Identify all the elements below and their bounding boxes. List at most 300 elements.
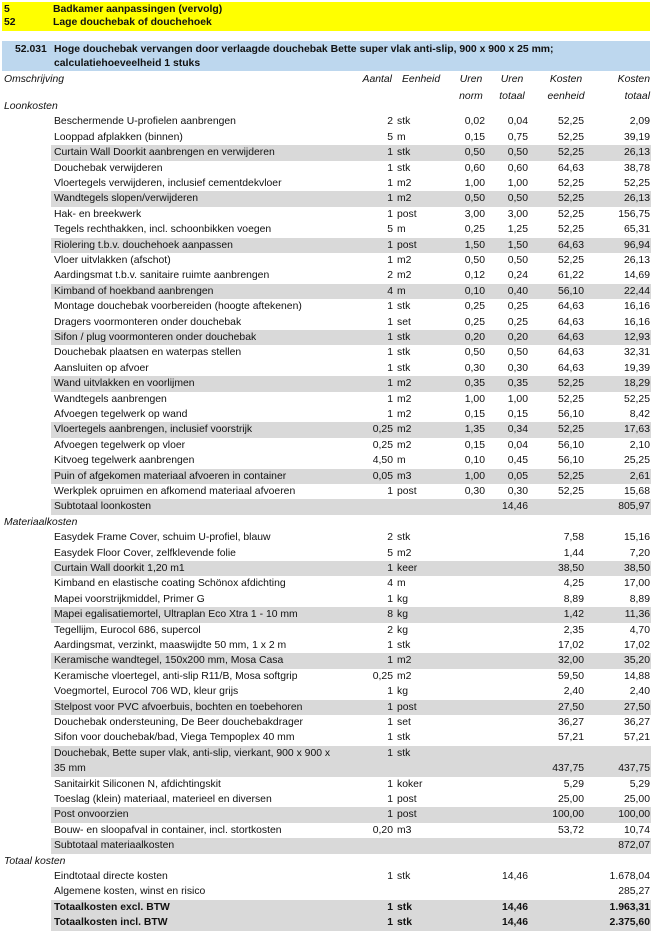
unit: stk (397, 332, 411, 343)
quantity: 1 (387, 409, 393, 420)
unit: stk (397, 640, 411, 651)
unit: post (397, 809, 417, 821)
table-row (51, 315, 651, 330)
total-cost: 4,70 (629, 624, 650, 636)
subtotal-row-loonkosten (51, 499, 651, 514)
hours-total: 14,46 (501, 901, 528, 913)
total-cost: 8,42 (629, 409, 650, 420)
unit: m2 (397, 439, 412, 451)
unit-cost: 56,10 (557, 285, 584, 297)
quantity: 1 (387, 794, 393, 805)
item-title-line2: calculatiehoeveelheid 1 stuks (54, 58, 201, 69)
quantity: 1 (387, 301, 393, 313)
unit: m (397, 285, 406, 297)
hours-norm: 1,50 (464, 239, 485, 251)
hours-total: 0,30 (507, 486, 528, 497)
unit: m2 (397, 378, 412, 390)
unit: kg (397, 624, 408, 636)
description: Aardingsmat, verzinkt, maaswijdte 50 mm, 1 x 2 m (54, 640, 287, 651)
description: Dragers voormonteren onder douchebak (54, 316, 242, 328)
table-row (51, 653, 651, 668)
description: Kimband of hoekband aanbrengen (54, 285, 214, 297)
hours-total: 0,40 (507, 285, 528, 297)
description: Kimband en elastische coating Schönox afdichting (54, 578, 286, 590)
description: Curtain Wall doorkit 1,20 m1 (54, 563, 185, 574)
hours-total: 0,45 (507, 455, 528, 467)
unit-cost: 53,72 (557, 824, 584, 836)
description: Kitvoeg tegelwerk aanbrengen (54, 455, 195, 467)
total-cost: 16,16 (623, 316, 650, 328)
unit-cost: 1,44 (563, 547, 584, 559)
unit: m3 (397, 470, 412, 482)
unit: stk (397, 116, 411, 128)
unit-cost: 32,00 (557, 655, 584, 667)
total-cost: 1.963,31 (609, 901, 650, 913)
hours-total: 0,50 (507, 255, 528, 266)
hours-total: 1,00 (507, 393, 528, 405)
table-row (51, 746, 651, 777)
table-row (51, 361, 651, 376)
unit: set (397, 717, 411, 728)
unit: m (397, 578, 406, 590)
hours-total: 0,05 (507, 470, 528, 482)
quantity: 4 (387, 285, 393, 297)
table-row (51, 684, 651, 699)
table-row (51, 176, 651, 191)
quantity: 1 (387, 162, 393, 174)
unit-cost: 52,25 (557, 224, 584, 236)
quantity: 1 (387, 486, 393, 497)
unit-cost: 5,29 (563, 778, 584, 790)
quantity: 4,50 (372, 455, 393, 467)
hours-norm: 1,00 (464, 178, 485, 189)
total-cost: 2,40 (629, 686, 650, 698)
unit-cost: 38,50 (557, 563, 584, 574)
unit: stk (397, 871, 411, 882)
col-kosten-eenheid-line2: eenheid (547, 91, 585, 102)
col-kosten-totaal (606, 72, 650, 104)
hours-total: 1,00 (507, 178, 528, 189)
unit-cost: 52,25 (557, 147, 584, 159)
quantity: 1 (387, 686, 393, 698)
total-cost: 25,00 (623, 794, 650, 805)
hours-norm: 0,30 (464, 486, 485, 497)
hours-total: 3,00 (507, 208, 528, 220)
description: Totaalkosten excl. BTW (54, 901, 170, 913)
description: Aardingsmat t.b.v. sanitaire ruimte aanbrengen (54, 270, 270, 282)
col-uren-norm-line2: norm (459, 91, 483, 102)
hours-total: 14,46 (501, 871, 528, 882)
total-cost: 52,25 (623, 393, 650, 405)
total-cost: 2,61 (629, 470, 650, 482)
total-cost: 27,50 (623, 701, 650, 713)
unit-cost: 56,10 (557, 409, 584, 420)
hours-total: 0,50 (507, 347, 528, 359)
unit: m2 (397, 409, 412, 420)
total-cost: 26,13 (623, 255, 650, 266)
total-cost: 32,31 (623, 347, 650, 359)
quantity: 1 (387, 593, 393, 605)
description: Vloertegels verwijderen, inclusief cementdekvloer (54, 178, 282, 189)
total-cost: 17,00 (623, 578, 650, 590)
table-row (51, 161, 651, 176)
hours-norm: 0,25 (464, 301, 485, 313)
hours-norm: 0,50 (464, 193, 485, 205)
hours-norm: 0,25 (464, 224, 485, 236)
total-cost: 15,68 (623, 486, 650, 497)
unit-cost: 64,63 (557, 162, 584, 174)
total-cost: 872,07 (618, 840, 650, 852)
total-cost: 11,36 (624, 609, 650, 621)
col-uren-norm (456, 72, 486, 104)
hours-norm: 0,12 (464, 270, 485, 282)
total-cost: 19,39 (623, 362, 650, 374)
hours-norm: 3,00 (464, 208, 485, 220)
unit-cost: 52,25 (557, 470, 584, 482)
quantity: 1 (387, 778, 393, 790)
quantity: 2 (387, 532, 393, 544)
unit: stk (397, 301, 411, 313)
col-omschrijving: Omschrijving (4, 74, 65, 85)
subchapter-number: 52 (4, 17, 16, 28)
total-cost: 35,20 (623, 655, 650, 667)
section-loonkosten: Loonkosten (4, 101, 58, 112)
unit-cost: 61,22 (557, 270, 584, 282)
unit: m2 (397, 424, 412, 436)
quantity: 1 (387, 563, 393, 574)
description: Stelpost voor PVC afvoerbuis, bochten en toebehoren (54, 701, 303, 713)
unit: keer (397, 563, 418, 574)
description: Toeslag (klein) materiaal, materieel en diversen (54, 794, 272, 805)
table-row (51, 530, 651, 545)
total-cost: 17,02 (623, 640, 650, 651)
total-cost: 52,25 (623, 178, 650, 189)
table-row (51, 130, 651, 145)
quantity: 8 (387, 609, 393, 621)
description: Keramische vloertegel, anti-slip R11/B, Mosa softgrip (54, 670, 298, 682)
hours-total: 0,34 (507, 424, 528, 436)
hours-norm: 0,10 (464, 455, 485, 467)
total-cost: 65,31 (623, 224, 650, 236)
quantity: 1 (387, 147, 393, 159)
hours-total: 0,20 (507, 332, 528, 343)
unit: stk (397, 901, 413, 913)
hours-total: 0,04 (507, 439, 528, 451)
quantity: 1 (387, 393, 393, 405)
quantity: 1 (387, 747, 393, 759)
table-row (51, 807, 651, 822)
description: Algemene kosten, winst en risico (54, 886, 206, 898)
quantity: 2 (387, 116, 393, 128)
hours-total: 14,46 (501, 917, 528, 929)
unit-cost: 25,00 (557, 794, 584, 805)
unit-cost: 1,42 (563, 609, 584, 621)
hours-total: 1,50 (507, 239, 528, 251)
table-row (51, 407, 651, 422)
total-row (51, 884, 651, 899)
table-row (51, 114, 651, 129)
hours-total: 0,04 (507, 116, 528, 128)
hours-norm: 1,00 (464, 393, 485, 405)
unit: post (397, 208, 417, 220)
quantity: 2 (387, 270, 393, 282)
description: Bouw- en sloopafval in container, incl. stortkosten (54, 824, 282, 836)
col-kosten-totaal-line2: totaal (624, 91, 650, 102)
total-cost: 805,97 (618, 501, 650, 513)
quantity: 1 (387, 640, 393, 651)
chapter-number: 5 (4, 4, 10, 15)
unit-cost: 56,10 (557, 439, 584, 451)
hours-norm: 0,20 (464, 332, 485, 343)
unit-cost: 59,50 (557, 670, 584, 682)
table-row (51, 453, 651, 468)
total-cost: 14,69 (623, 270, 650, 282)
quantity: 1 (387, 701, 393, 713)
quantity: 1 (387, 871, 393, 882)
total-cost: 57,21 (623, 732, 650, 744)
description: Mapei egalisatiemortel, Ultraplan Eco Xtra 1 - 10 mm (54, 609, 298, 621)
unit-cost: 52,25 (557, 393, 584, 405)
hours-norm: 0,60 (464, 162, 485, 174)
quantity: 4 (387, 578, 393, 590)
quantity: 1 (387, 655, 393, 667)
description: Mapei voorstrijkmiddel, Primer G (54, 593, 205, 605)
table-row (51, 268, 651, 283)
unit-cost: 52,25 (557, 193, 584, 205)
description: Puin of afgekomen materiaal afvoeren in container (54, 470, 287, 482)
unit: stk (397, 732, 411, 744)
unit: kg (397, 609, 408, 621)
unit: stk (397, 747, 411, 759)
total-cost: 12,93 (623, 332, 650, 343)
description: Vloertegels aanbrengen, inclusief voorstrijk (54, 424, 253, 436)
description: Easydek Frame Cover, schuim U-profiel, blauw (54, 532, 271, 544)
total-cost: 38,78 (623, 162, 650, 174)
description: Afvoegen tegelwerk op vloer (54, 439, 186, 451)
unit: m2 (397, 270, 412, 282)
unit-cost: 52,25 (557, 131, 584, 143)
total-cost: 36,27 (623, 717, 650, 728)
description: Easydek Floor Cover, zelfklevende folie (54, 547, 236, 559)
quantity: 5 (387, 547, 393, 559)
table-row (51, 484, 651, 499)
quantity: 1 (387, 717, 393, 728)
description: Wandtegels aanbrengen (54, 393, 167, 405)
unit: m2 (397, 393, 412, 405)
description: Voegmortel, Eurocol 706 WD, kleur grijs (54, 686, 239, 698)
total-cost: 26,13 (623, 147, 650, 159)
quantity: 0,05 (372, 470, 393, 482)
total-cost: 26,13 (623, 193, 650, 205)
quantity: 1 (387, 378, 393, 390)
unit: set (397, 316, 411, 328)
total-cost: 437,75 (618, 763, 650, 775)
quantity: 1 (387, 809, 393, 821)
hours-norm: 0,30 (464, 362, 485, 374)
description: Wand uitvlakken en voorlijmen (54, 378, 195, 390)
unit-cost: 8,89 (563, 593, 584, 605)
total-cost: 156,75 (618, 208, 650, 220)
unit: post (397, 239, 417, 251)
description: Keramische wandtegel, 150x200 mm, Mosa Casa (54, 655, 284, 667)
table-row (51, 207, 651, 222)
unit-cost: 2,40 (563, 686, 584, 698)
quantity: 5 (387, 224, 393, 236)
description: Tegels rechthakken, incl. schoonbikken voegen (54, 224, 272, 236)
table-row (51, 669, 651, 684)
unit-cost: 2,35 (563, 624, 584, 636)
hours-total: 0,25 (507, 316, 528, 328)
hours-norm: 0,35 (464, 378, 485, 390)
unit-cost: 52,25 (557, 255, 584, 266)
table-row (51, 392, 651, 407)
quantity: 1 (387, 239, 393, 251)
hours-total: 0,50 (507, 193, 528, 205)
description: Curtain Wall Doorkit aanbrengen en verwijderen (54, 147, 275, 159)
hours-norm: 1,00 (464, 470, 485, 482)
total-cost: 15,16 (623, 532, 650, 544)
unit: kg (397, 593, 408, 605)
total-cost: 18,29 (623, 378, 650, 390)
section-materiaalkosten: Materiaalkosten (4, 516, 78, 528)
total-cost: 14,88 (623, 670, 650, 682)
description: Douchebak verwijderen (54, 162, 163, 174)
unit-cost: 17,02 (557, 640, 584, 651)
table-row (51, 469, 651, 484)
hours-total: 14,46 (501, 501, 528, 513)
hours-norm: 1,35 (464, 424, 485, 436)
unit-cost: 64,63 (557, 362, 584, 374)
description: Totaalkosten incl. BTW (54, 917, 168, 929)
unit: stk (397, 917, 413, 929)
quantity: 0,25 (372, 670, 393, 682)
total-cost: 25,25 (623, 455, 650, 467)
total-cost: 96,94 (623, 239, 650, 251)
unit-cost: 36,27 (557, 717, 584, 728)
description: Post onvoorzien (54, 809, 129, 821)
table-row (51, 376, 651, 391)
description: Douchebak ondersteuning, De Beer douchebakdrager (54, 717, 303, 728)
table-row (51, 299, 651, 314)
table-row (51, 330, 651, 345)
description: Tegellijm, Eurocol 686, supercol (54, 624, 201, 636)
hours-total: 0,30 (507, 362, 528, 374)
description: Beschermende U-profielen aanbrengen (54, 116, 236, 128)
unit-cost: 52,25 (557, 486, 584, 497)
unit: m2 (397, 655, 412, 667)
quantity: 5 (387, 131, 393, 143)
hours-norm: 0,15 (464, 131, 485, 143)
description: Sanitairkit Siliconen N, afdichtingskit (54, 778, 221, 790)
table-row (51, 238, 651, 253)
hours-total: 0,15 (507, 409, 528, 420)
unit-cost: 56,10 (557, 455, 584, 467)
description: Riolering t.b.v. douchehoek aanpassen (54, 239, 233, 251)
total-cost: 38,50 (623, 563, 650, 574)
quantity: 1 (387, 732, 393, 744)
hours-norm: 0,15 (464, 439, 485, 451)
unit-cost: 52,25 (557, 424, 584, 436)
total-cost: 2,10 (629, 439, 650, 451)
description: Montage douchebak voorbereiden (hoogte aftekenen) (54, 301, 302, 313)
description: Hak- en breekwerk (54, 208, 142, 220)
item-title (54, 43, 644, 71)
subchapter-title: Lage douchebak of douchehoek (53, 17, 212, 28)
table-row (51, 730, 651, 745)
hours-total: 0,60 (507, 162, 528, 174)
col-uren-totaal (494, 72, 530, 104)
col-uren-norm-line1: Uren (459, 74, 483, 85)
unit: stk (397, 162, 411, 174)
total-cost: 17,63 (623, 424, 650, 436)
unit-cost: 64,63 (557, 347, 584, 359)
table-row (51, 715, 651, 730)
unit-cost: 57,21 (557, 732, 584, 744)
quantity: 1 (387, 347, 393, 359)
table-row (51, 222, 651, 237)
table-row (51, 422, 651, 437)
unit: koker (397, 778, 423, 790)
table-row (51, 145, 651, 160)
unit: m (397, 224, 406, 236)
table-row (51, 345, 651, 360)
total-cost: 2.375,60 (609, 917, 650, 929)
unit: m (397, 131, 406, 143)
total-row (51, 915, 651, 930)
table-row (51, 284, 651, 299)
total-cost: 22,44 (623, 285, 650, 297)
subtotal-row-materiaalkosten (51, 838, 651, 853)
hours-norm: 0,15 (464, 409, 485, 420)
hours-total: 0,24 (507, 270, 528, 282)
table-row (51, 700, 651, 715)
col-kosten-totaal-line1: Kosten (617, 74, 650, 85)
unit-cost: 52,25 (557, 178, 584, 189)
unit-cost: 4,25 (563, 578, 584, 590)
hours-total: 0,50 (507, 147, 528, 159)
unit: stk (397, 147, 411, 159)
quantity: 1 (387, 316, 393, 328)
description: Douchebak plaatsen en waterpas stellen (54, 347, 242, 359)
total-cost: 2,09 (629, 116, 650, 128)
table-row (51, 191, 651, 206)
unit: stk (397, 362, 411, 374)
description: Afvoegen tegelwerk op wand (54, 409, 188, 420)
table-row (51, 592, 651, 607)
unit-cost: 52,25 (557, 116, 584, 128)
hours-total: 0,35 (507, 378, 528, 390)
quantity: 0,20 (372, 824, 393, 836)
unit: m3 (397, 824, 412, 836)
chapter-title: Badkamer aanpassingen (vervolg) (53, 4, 223, 15)
table-row (51, 438, 651, 453)
total-cost: 8,89 (629, 593, 650, 605)
table-row (51, 792, 651, 807)
unit-cost: 64,63 (557, 301, 584, 313)
unit: stk (397, 347, 411, 359)
unit-cost: 7,58 (563, 532, 584, 544)
description: Subtotaal loonkosten (54, 501, 152, 513)
quantity: 1 (387, 255, 393, 266)
quantity: 0,25 (372, 439, 393, 451)
description: Vloer uitvlakken (afschot) (54, 255, 171, 266)
quantity: 1 (387, 193, 393, 205)
unit: m (397, 455, 406, 467)
unit: post (397, 701, 417, 713)
description: Subtotaal materiaalkosten (54, 840, 175, 852)
table-row (51, 253, 651, 268)
table-row (51, 623, 651, 638)
